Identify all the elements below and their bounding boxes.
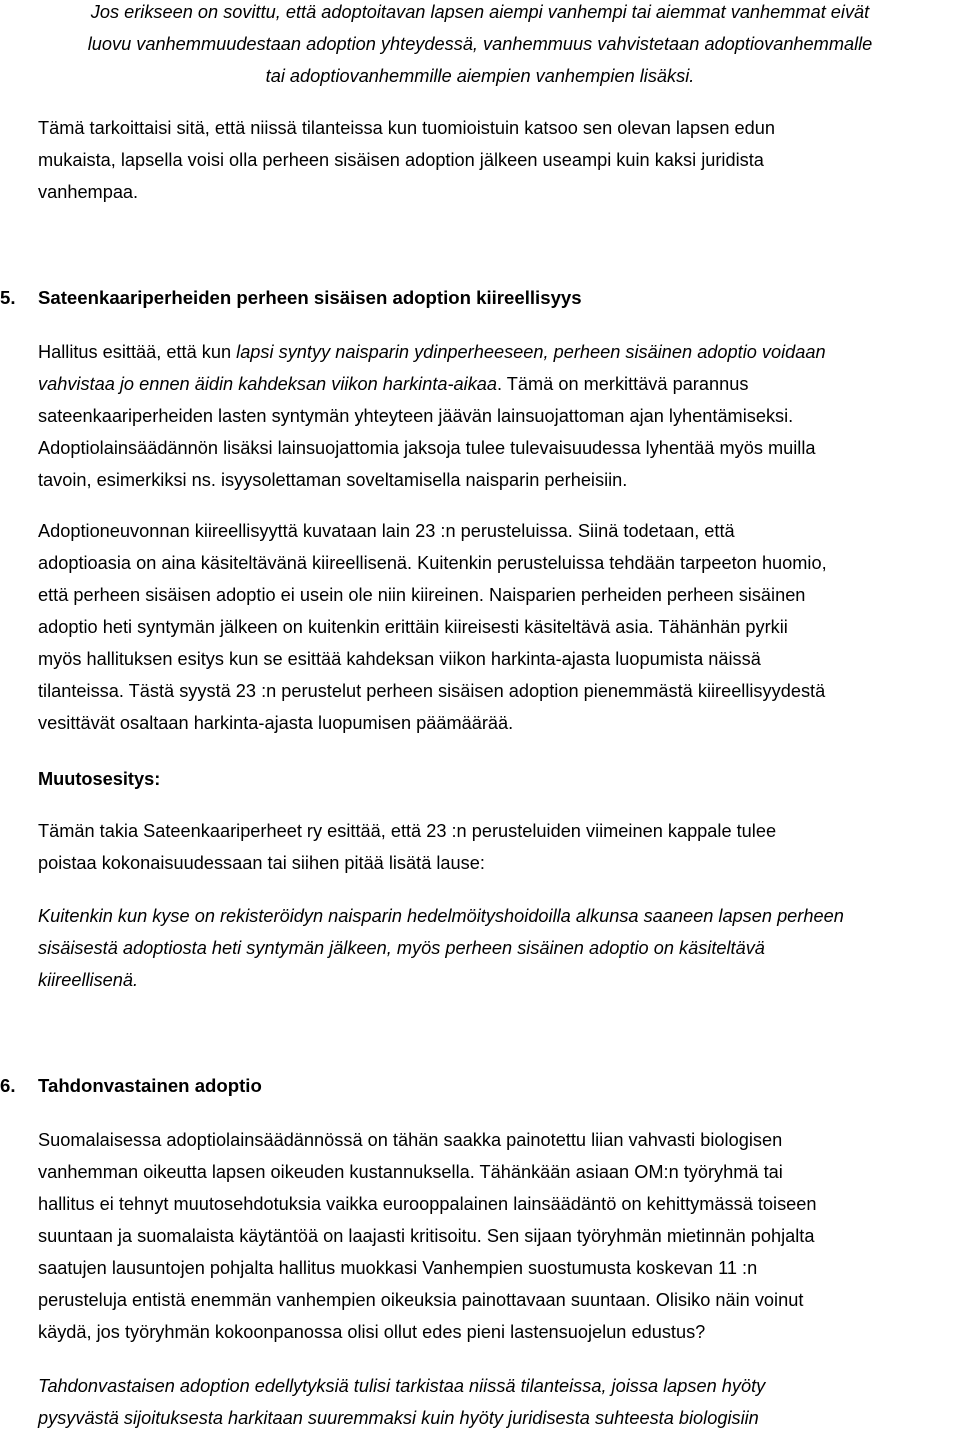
intro-quote-line: Jos erikseen on sovittu, että adoptoitavan lapsen aiempi vanhempi tai aiemmat vanhemmat eivät [90, 2, 870, 22]
text-run: Hallitus esittää, että kun [38, 342, 237, 362]
paragraph-line: myös hallituksen esitys kun se esittää kahdeksan viikon harkinta-ajasta luopumista näissä [38, 649, 761, 669]
paragraph-line: hallitus ei tehnyt muutosehdotuksia vaikka eurooppalainen lainsäädäntö on kehittymässä toiseen [38, 1194, 817, 1214]
paragraph-line: pysyvästä sijoituksesta harkitaan suuremmaksi kuin hyöty juridisesta suhteesta biologisiin [38, 1408, 759, 1428]
paragraph-line: vesittävät osaltaan harkinta-ajasta luopumisen päämäärää. [38, 713, 514, 733]
paragraph-line: adoptioasia on aina käsiteltävänä kiireellisenä. Kuitenkin perusteluissa tehdään tarpeeton huomio, [38, 553, 827, 573]
section-heading [0, 1070, 262, 1102]
paragraph-line: että perheen sisäisen adoptio ei usein ole niin kiireinen. Naisparien perheiden perheen sisäinen [38, 585, 806, 605]
paragraph-line: adoptio heti syntymän jälkeen on kuitenkin erittäin kiireisesti käsiteltävä asia. Tähänhän pyrkii [38, 617, 788, 637]
text-run: . Tämä on merkittävä parannus [497, 374, 749, 394]
section-heading [0, 282, 582, 314]
paragraph-line: perusteluja entistä enemmän vanhempien oikeuksia painottavaan suuntaan. Olisiko näin voinut [38, 1290, 804, 1310]
paragraph-line: vanhemman oikeutta lapsen oikeuden kustannuksella. Tähänkään asiaan OM:n työryhmä tai [38, 1162, 783, 1182]
paragraph-line: tilanteissa. Tästä syystä 23 :n perustelut perheen sisäisen adoption pienemmästä kiireellisyydestä [38, 681, 826, 701]
paragraph-line: tavoin, esimerkiksi ns. isyysolettaman soveltamisella naisparin perheisiin. [38, 470, 628, 490]
paragraph-line: Adoptiolainsäädännön lisäksi lainsuojattomia jaksoja tulee tulevaisuudessa lyhentää myös muilla [38, 438, 816, 458]
section6-paragraph-1 [38, 1124, 817, 1348]
section5-paragraph-2 [38, 515, 827, 739]
section5-paragraph-3 [38, 815, 776, 879]
paragraph-line: saatujen lausuntojen pohjalta hallitus muokkasi Vanhempien suostumusta koskevan 11 :n [38, 1258, 758, 1278]
paragraph-line: Tämän takia Sateenkaariperheet ry esittää, että 23 :n perusteluiden viimeinen kappale tulee [38, 821, 777, 841]
paragraph-line: suuntaan ja suomalaista käytäntöä on laajasti kritisoitu. Sen sijaan työryhmän mietinnän pohjalta [38, 1226, 815, 1246]
intro-quote [0, 0, 960, 92]
paragraph-line: käydä, jos työryhmän kokoonpanossa olisi ollut edes pieni lastensuojelun edustus? [38, 1322, 706, 1342]
paragraph-line: vanhempaa. [38, 182, 139, 202]
intro-quote-line: tai adoptiovanhemmille aiempien vanhempien lisäksi. [265, 66, 695, 86]
paragraph-line: Tahdonvastaisen adoption edellytyksiä tulisi tarkistaa niissä tilanteissa, joissa lapsen hyöty [38, 1376, 766, 1396]
paragraph-line: sisäisestä adoptiosta heti syntymän jälkeen, myös perheen sisäinen adoptio on käsiteltävä [38, 938, 765, 958]
section5-paragraph-1 [38, 336, 826, 496]
section-title: Tahdonvastainen adoptio [38, 1075, 262, 1096]
italic-text-run: vahvistaa jo ennen äidin kahdeksan viikon harkinta-aikaa [38, 374, 498, 394]
section-number: 5. [0, 287, 16, 308]
proposal-subheading [38, 763, 160, 795]
paragraph-line: mukaista, lapsella voisi olla perheen sisäisen adoption jälkeen useampi kuin kaksi juridista [38, 150, 764, 170]
section5-paragraph-4 [38, 900, 844, 996]
paragraph-line: poistaa kokonaisuudessaan tai siihen pitää lisätä lause: [38, 853, 485, 873]
paragraph-line: Suomalaisessa adoptiolainsäädännössä on tähän saakka painotettu liian vahvasti biologisen [38, 1130, 783, 1150]
paragraph-line: Tämä tarkoittaisi sitä, että niissä tilanteissa kun tuomioistuin katsoo sen olevan lapsen edun [38, 118, 775, 138]
intro-quote-line: luovu vanhemmuudestaan adoption yhteydessä, vanhemmuus vahvistetaan adoptiovanhemmalle [87, 34, 873, 54]
intro-paragraph [38, 112, 775, 208]
subheading-text: Muutosesitys: [38, 769, 161, 789]
section-number: 6. [0, 1075, 16, 1096]
italic-text-run: lapsi syntyy naisparin ydinperheeseen, perheen sisäinen adoptio voidaan [236, 342, 826, 362]
paragraph-line: Kuitenkin kun kyse on rekisteröidyn naisparin hedelmöityshoidoilla alkunsa saaneen lapsen perheen [38, 906, 844, 926]
paragraph-line [38, 336, 826, 368]
paragraph-line: Adoptioneuvonnan kiireellisyyttä kuvataan lain 23 :n perusteluissa. Siinä todetaan, että [38, 521, 735, 541]
section6-paragraph-2 [38, 1370, 765, 1434]
paragraph-line: sateenkaariperheiden lasten syntymän yhteyteen jäävän lainsuojattoman ajan lyhentämiseksi. [38, 406, 794, 426]
section-title: Sateenkaariperheiden perheen sisäisen adoption kiireellisyys [38, 287, 582, 308]
paragraph-line [38, 368, 826, 400]
paragraph-line: kiireellisenä. [38, 970, 139, 990]
